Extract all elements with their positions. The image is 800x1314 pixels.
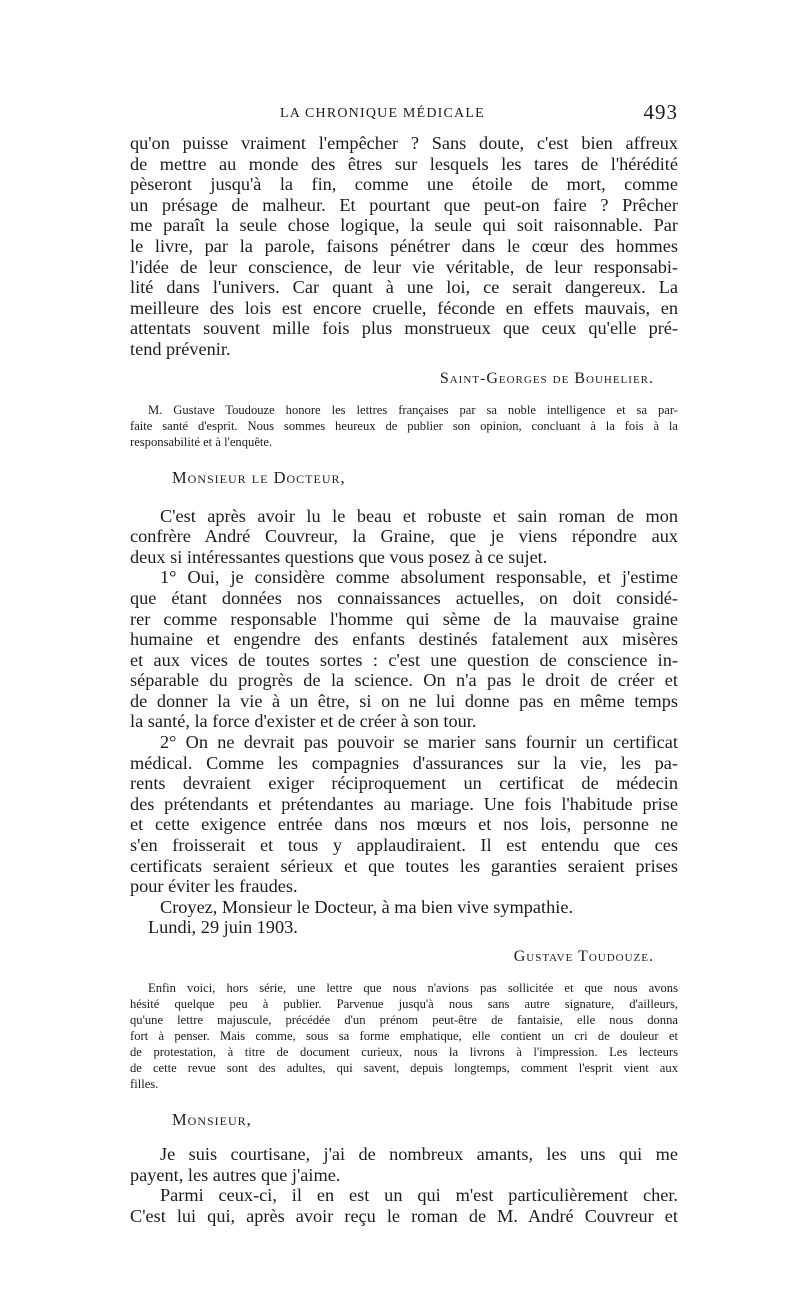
body-line: séparable du progrès de la science. On n'a pas le droit de créer et: [130, 670, 678, 691]
body-line: la santé, la force d'exister et de créer à son tour.: [130, 711, 477, 732]
body-line: humaine et engendre des enfants destinés fatalement aux misères: [130, 629, 678, 650]
note-line: Enfin voici, hors série, une lettre que nous n'avions pas sollicitée et que nous avons: [148, 981, 678, 995]
editor-note-courtisane: [130, 980, 678, 1092]
body-line: deux si intéressantes questions que vous posez à ce sujet.: [130, 546, 548, 567]
note-line: qu'une lettre majuscule, précédée d'un prénom peut-être de fantaisie, elle nous donna: [130, 1013, 678, 1027]
note-line: de cette revue sont des adultes, qui savent, depuis longtemps, comment l'esprit vient aux: [130, 1061, 678, 1075]
body-line: que étant données nos connaissances actuelles, on doit considé-: [130, 587, 678, 608]
note-line: hésité quelque peu à publier. Parvenue jusqu'à nous sans autre signature, d'ailleurs,: [130, 997, 678, 1011]
note-line: responsabilité et à l'enquête.: [130, 434, 273, 449]
letter-date: Lundi, 29 juin 1903.: [148, 917, 298, 938]
body-line: 1° Oui, je considère comme absolument responsable, et j'estime: [160, 567, 678, 588]
salutation-monsieur: Monsieur,: [172, 1110, 252, 1129]
running-title: LA CHRONIQUE MÉDICALE: [280, 106, 485, 121]
signature-toudouze: Gustave Toudouze.: [513, 948, 654, 965]
body-line: Croyez, Monsieur le Docteur, à ma bien vive sympathie.: [160, 896, 574, 917]
body-line: pour éviter les fraudes.: [130, 876, 298, 897]
body-line: de donner la vie à un être, si on ne lui donne pas en même temps: [130, 690, 678, 711]
letter-toudouze: [130, 466, 678, 968]
note-line: M. Gustave Toudouze honore les lettres françaises par sa noble intelligence et sa par-: [148, 402, 678, 417]
body-line: lité dans l'univers. Car quant à une loi, ce serait dangereux. La: [130, 277, 678, 298]
note-line: de protestation, à titre de document curieux, nous la livrons à l'impression. Les lecteurs: [130, 1045, 678, 1059]
body-line: attentats souvent mille fois plus monstrueux que ceux qu'elle pré-: [130, 318, 678, 339]
body-line: meilleure des lois est encore cruelle, féconde en effets mauvais, en: [130, 297, 678, 318]
body-line: me paraît la seule chose logique, la seule qui soit raisonnable. Par: [130, 215, 678, 236]
body-line: C'est après avoir lu le beau et robuste et sain roman de mon: [160, 505, 678, 526]
running-head: [130, 100, 678, 130]
body-line: le livre, par la parole, faisons pénétrer dans le cœur des hommes: [130, 235, 678, 256]
body-line: Je suis courtisane, j'ai de nombreux amants, les uns qui me: [160, 1144, 678, 1164]
body-line: et cette exigence entrée dans nos mœurs et nos lois, personne ne: [130, 814, 678, 835]
page-number: 493: [643, 100, 678, 124]
letter-bouhelier: [130, 133, 678, 390]
body-line: médical. Comme les compagnies d'assurances sur la vie, les pa-: [130, 752, 678, 773]
body-line: rer comme responsable l'homme qui sème de la mauvaise graine: [130, 608, 678, 629]
body-line: certificats seraient sérieux et que toutes les garanties seraient prises: [130, 855, 678, 876]
note-line: filles.: [130, 1077, 159, 1091]
body-line: pèseront jusqu'à la fin, comme une étoile de mort, comme: [130, 174, 678, 195]
editor-note-toudouze: [130, 402, 678, 450]
letter-courtisane: [130, 1108, 678, 1226]
body-line: l'idée de leur conscience, de leur vie véritable, de leur responsabi-: [130, 256, 678, 277]
body-line: rents devraient exiger réciproquement un certificat de médecin: [130, 773, 678, 794]
salutation-docteur: Monsieur le Docteur,: [172, 467, 346, 487]
body-line: Parmi ceux-ci, il en est un qui m'est particulièrement cher.: [160, 1185, 678, 1206]
body-line: de mettre au monde des êtres sur lesquels les tares de l'hérédité: [130, 153, 678, 174]
body-line: un présage de malheur. Et pourtant que peut-on faire ? Prêcher: [130, 194, 678, 215]
body-line: confrère André Couvreur, la Graine, que je viens répondre aux: [130, 526, 678, 547]
body-line: 2° On ne devrait pas pouvoir se marier sans fournir un certificat: [160, 732, 678, 753]
signature-bouhelier: Saint-Georges de Bouhelier.: [439, 369, 654, 387]
note-line: fort à penser. Mais comme, sous sa forme emphatique, elle contient un cri de douleur et: [130, 1029, 678, 1043]
body-line: des prétendants et prétendantes au mariage. Une fois l'habitude prise: [130, 793, 678, 814]
body-line: qu'on puisse vraiment l'empêcher ? Sans doute, c'est bien affreux: [130, 133, 678, 153]
text-block: [130, 133, 678, 1226]
body-line: tend prévenir.: [130, 338, 231, 359]
body-line: C'est lui qui, après avoir reçu le roman de M. André Couvreur et: [130, 1205, 678, 1226]
note-line: faite santé d'esprit. Nous sommes heureux de publier son opinion, concluant à la fois à la: [130, 418, 678, 433]
body-line: s'en froisserait et tous y applaudiraient. Il est entendu que ces: [130, 835, 678, 856]
body-line: payent, les autres que j'aime.: [130, 1164, 341, 1185]
body-line: et aux vices de toutes sortes : c'est une question de conscience in-: [130, 649, 678, 670]
